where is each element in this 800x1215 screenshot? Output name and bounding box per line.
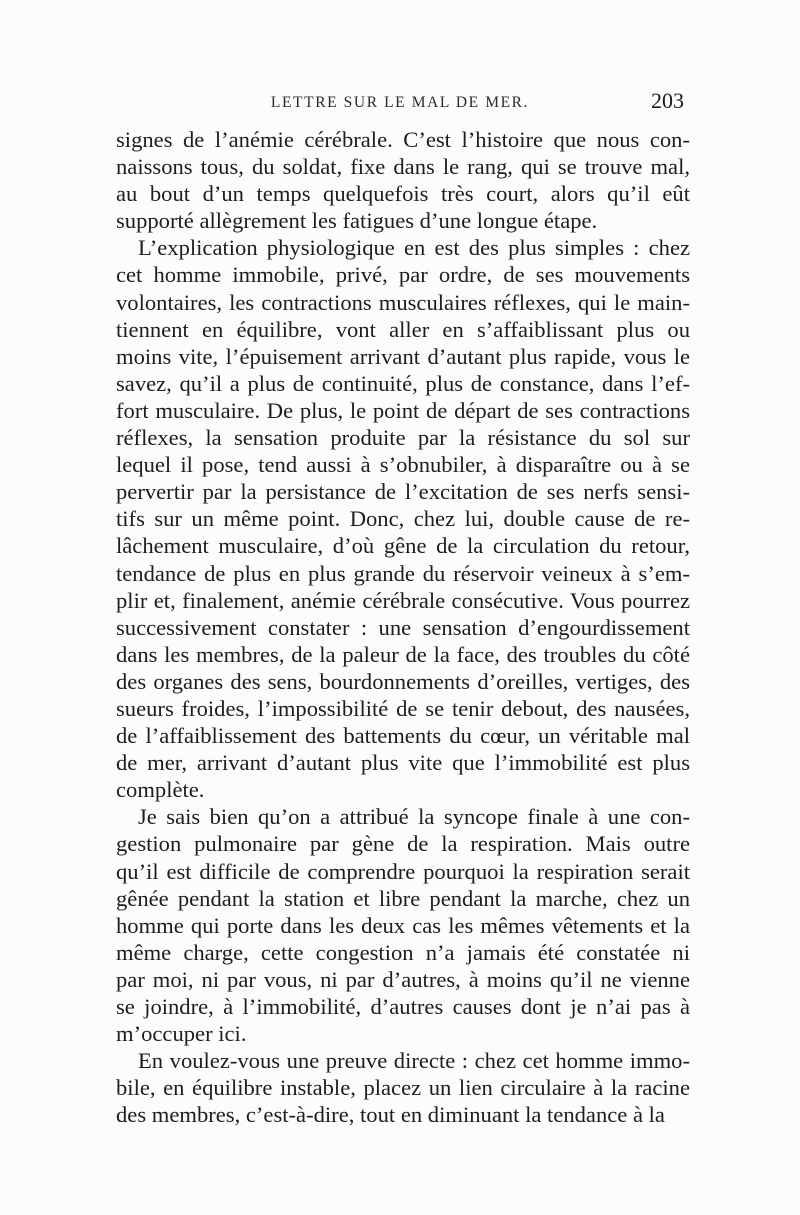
- text-line: complète.: [116, 777, 205, 803]
- text-line: volontaires, les contractions musculaires réflexes, qui le main-: [116, 289, 690, 315]
- text-line: se joindre, à l’immobilité, d’autres causes dont je n’ai pas à: [116, 994, 690, 1019]
- text-line: gestion pulmonaire par gène de la respiration. Mais outre: [116, 831, 690, 857]
- body-text: [116, 126, 690, 1128]
- text-line: L’explication physiologique en est des plus simples : chez: [138, 235, 690, 261]
- page-number: 203: [651, 88, 684, 113]
- text-line: Je sais bien qu’on a attribué la syncope finale à une con-: [138, 804, 690, 830]
- text-line: successivement constater : une sensation d’engourdissement: [116, 614, 690, 640]
- text-line: m’occuper ici.: [116, 1021, 247, 1047]
- text-line: tifs sur un même point. Donc, chez lui, double cause de re-: [116, 506, 690, 532]
- text-line: au bout d’un temps quelquefois très court, alors qu’il eût: [116, 181, 690, 207]
- text-line: sueurs froides, l’impossibilité de se tenir debout, des nausées,: [116, 695, 690, 721]
- text-line: En voulez-vous une preuve directe : chez cet homme immo-: [138, 1048, 690, 1074]
- text-line: naissons tous, du soldat, fixe dans le rang, qui se trouve mal,: [116, 154, 690, 180]
- text-line: fort musculaire. De plus, le point de départ de ses contractions: [116, 397, 690, 423]
- text-line: bile, en équilibre instable, placez un lien circulaire à la racine: [116, 1075, 690, 1101]
- text-line: pervertir par la persistance de l’excitation de ses nerfs sensi-: [116, 479, 690, 505]
- text-line: lequel il pose, tend aussi à s’obnubiler, à disparaître ou à se: [116, 452, 690, 478]
- text-line: par moi, ni par vous, ni par d’autres, à moins qu’il ne vienne: [116, 966, 690, 992]
- text-line: de l’affaiblissement des battements du cœur, un véritable mal: [116, 723, 690, 749]
- text-line: gênée pendant la station et libre pendant la marche, chez un: [116, 885, 690, 911]
- text-line: réflexes, la sensation produite par la résistance du sol sur: [116, 425, 690, 451]
- text-line: supporté allègrement les fatigues d’une longue étape.: [116, 208, 598, 234]
- running-head: [116, 88, 684, 118]
- text-line: savez, qu’il a plus de continuité, plus de constance, dans l’ef-: [116, 370, 690, 396]
- paragraph: [116, 234, 690, 803]
- running-title: LETTRE SUR LE MAL DE MER.: [270, 94, 530, 111]
- text-line: tendance de plus en plus grande du réservoir veineux à s’em-: [116, 560, 690, 586]
- text-line: homme qui porte dans les deux cas les mêmes vêtements et la: [116, 912, 690, 938]
- text-line: moins vite, l’épuisement arrivant d’autant plus rapide, vous le: [116, 343, 690, 369]
- text-line: même charge, cette congestion n’a jamais été constatée ni: [116, 939, 690, 965]
- text-line: dans les membres, de la paleur de la face, des troubles du côté: [116, 641, 690, 667]
- text-line: des membres, c’est-à-dire, tout en diminuant la tendance à la: [116, 1102, 665, 1128]
- text-line: cet homme immobile, privé, par ordre, de ses mouvements: [116, 262, 690, 288]
- text-line: plir et, finalement, anémie cérébrale consécutive. Vous pourrez: [116, 587, 690, 613]
- text-line: tiennent en équilibre, vont aller en s’affaiblissant plus ou: [116, 316, 690, 342]
- text-line: lâchement musculaire, d’où gêne de la circulation du retour,: [116, 533, 690, 559]
- text-line: des organes des sens, bourdonnements d’oreilles, vertiges, des: [116, 668, 690, 694]
- paragraph: [116, 803, 690, 1047]
- paragraph: [116, 1047, 690, 1128]
- paragraph: [116, 126, 690, 234]
- text-line: de mer, arrivant d’autant plus vite que l’immobilité est plus: [116, 750, 690, 776]
- text-line: qu’il est difficile de comprendre pourquoi la respiration serait: [116, 858, 690, 884]
- text-line: signes de l’anémie cérébrale. C’est l’histoire que nous con-: [116, 127, 690, 152]
